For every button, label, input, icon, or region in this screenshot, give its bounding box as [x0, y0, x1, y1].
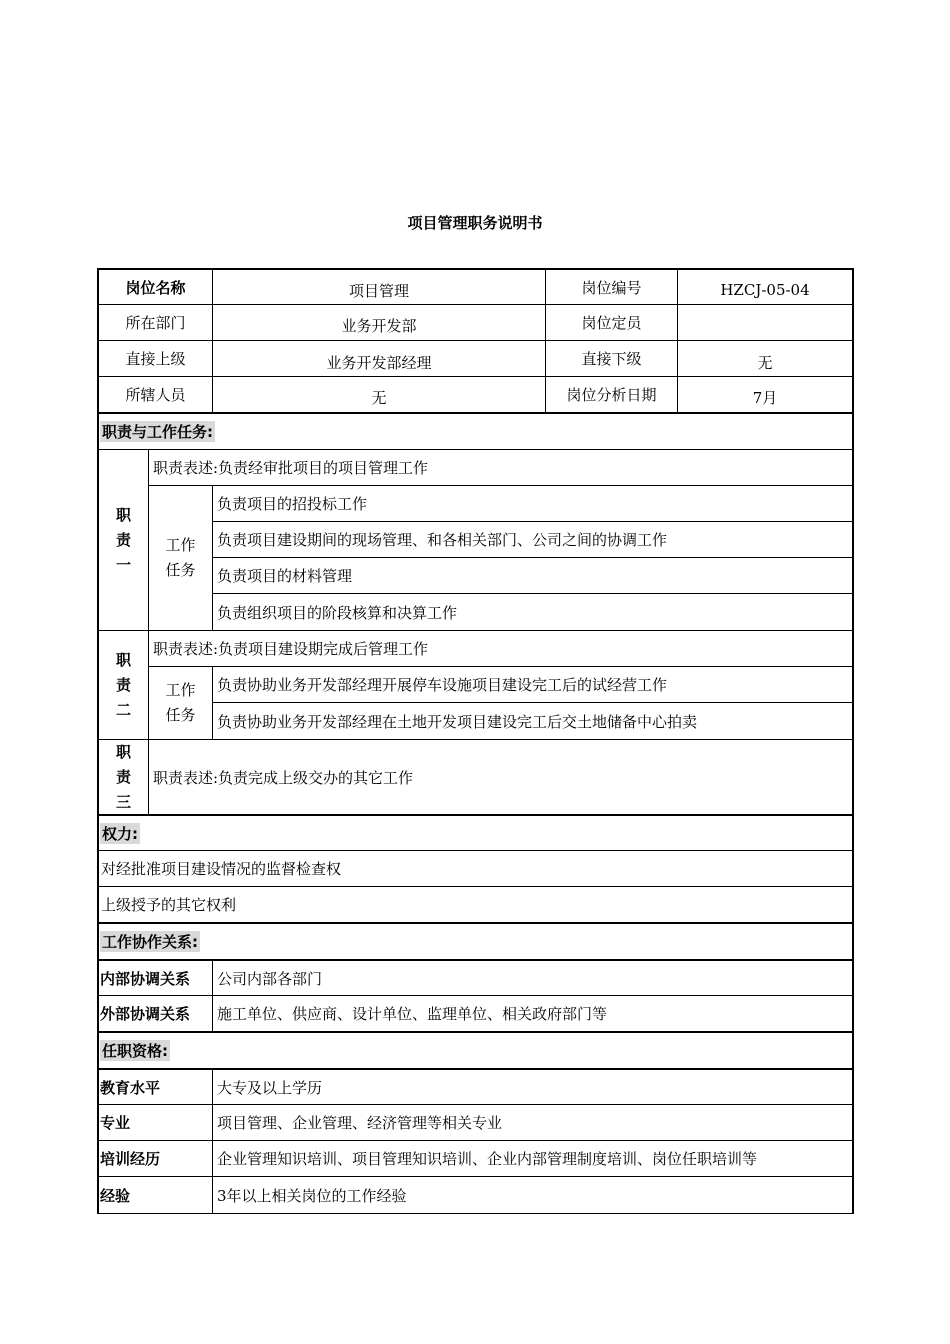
duty-two-task: 负责协助业务开发部经理开展停车设施项目建设完工后的试经营工作 [217, 676, 668, 694]
section-authority-heading [99, 816, 140, 850]
duty-two-label: 职 责 二 [115, 650, 131, 719]
authority-item: 对经批准项目建设情况的监督检查权 [101, 860, 342, 878]
value-internal-relations: 公司内部各部门 [217, 969, 323, 988]
label-position-code: 岗位编号 [581, 278, 642, 297]
duty-two-task: 负责协助业务开发部经理在土地开发项目建设完工后交土地储备中心拍卖 [217, 712, 698, 731]
label-direct-subordinate: 直接下级 [581, 350, 642, 368]
value-position-code: HZCJ-05-04 [720, 281, 810, 299]
duty-one-task: 负责项目建设期间的现场管理、和各相关部门、公司之间的协调工作 [217, 531, 668, 549]
section-duties-heading [99, 414, 215, 449]
value-external-relations: 施工单位、供应商、设计单位、监理单位、相关政府部门等 [217, 1005, 608, 1023]
label-experience: 经验 [100, 1186, 131, 1205]
value-analysis-date: 7月 [752, 389, 778, 407]
duty-two-task-label: 工作 任务 [165, 681, 196, 724]
duty-three-summary: 职责表述:负责完成上级交办的其它工作 [153, 768, 414, 787]
section-divider [99, 922, 852, 924]
label-internal-relations: 内部协调关系 [100, 969, 191, 988]
value-direct-superior: 业务开发部经理 [326, 354, 432, 372]
section-divider [99, 1031, 852, 1033]
page-title: 项目管理职务说明书 [407, 214, 543, 232]
duties-heading-text: 职责与工作任务: [102, 423, 213, 441]
label-external-relations: 外部协调关系 [100, 1005, 191, 1023]
value-headcount [678, 308, 852, 343]
label-analysis-date: 岗位分析日期 [566, 386, 657, 404]
value-education: 大专及以上学历 [217, 1078, 323, 1097]
label-position-name: 岗位名称 [125, 278, 186, 297]
authority-heading-text: 权力: [102, 824, 138, 843]
value-department: 业务开发部 [341, 317, 417, 335]
section-divider [99, 814, 852, 816]
duty-one-task: 负责组织项目的阶段核算和决算工作 [217, 603, 458, 622]
duty-three-label: 职 责 三 [115, 742, 131, 811]
label-department: 所在部门 [125, 314, 186, 332]
label-headcount: 岗位定员 [581, 314, 642, 332]
authority-item: 上级授予的其它权利 [101, 896, 237, 914]
value-major: 项目管理、企业管理、经济管理等相关专业 [217, 1114, 503, 1132]
label-major: 专业 [100, 1114, 131, 1132]
relations-heading-text: 工作协作关系: [102, 933, 198, 951]
label-direct-superior: 直接上级 [125, 350, 186, 368]
value-experience: 3年以上相关岗位的工作经验 [217, 1186, 407, 1205]
value-staff: 无 [371, 389, 387, 407]
label-staff: 所辖人员 [125, 386, 186, 404]
section-qualifications-heading [99, 1033, 170, 1068]
duty-one-task-label: 工作 任务 [165, 536, 196, 579]
label-training: 培训经历 [100, 1150, 161, 1168]
duty-two-summary: 职责表述:负责项目建设期完成后管理工作 [153, 640, 429, 658]
section-relations-heading [99, 924, 200, 959]
qualifications-heading-text: 任职资格: [102, 1042, 168, 1060]
duty-one-task: 负责项目的招投标工作 [217, 495, 368, 513]
label-education: 教育水平 [100, 1078, 161, 1097]
duty-one-summary: 职责表述:负责经审批项目的项目管理工作 [153, 459, 429, 477]
duty-one-task: 负责项目的材料管理 [217, 567, 353, 585]
value-position-name: 项目管理 [348, 281, 409, 300]
value-training: 企业管理知识培训、项目管理知识培训、企业内部管理制度培训、岗位任职培训等 [217, 1150, 758, 1168]
duty-one-label: 职 责 一 [115, 505, 131, 574]
value-direct-subordinate: 无 [757, 354, 773, 372]
